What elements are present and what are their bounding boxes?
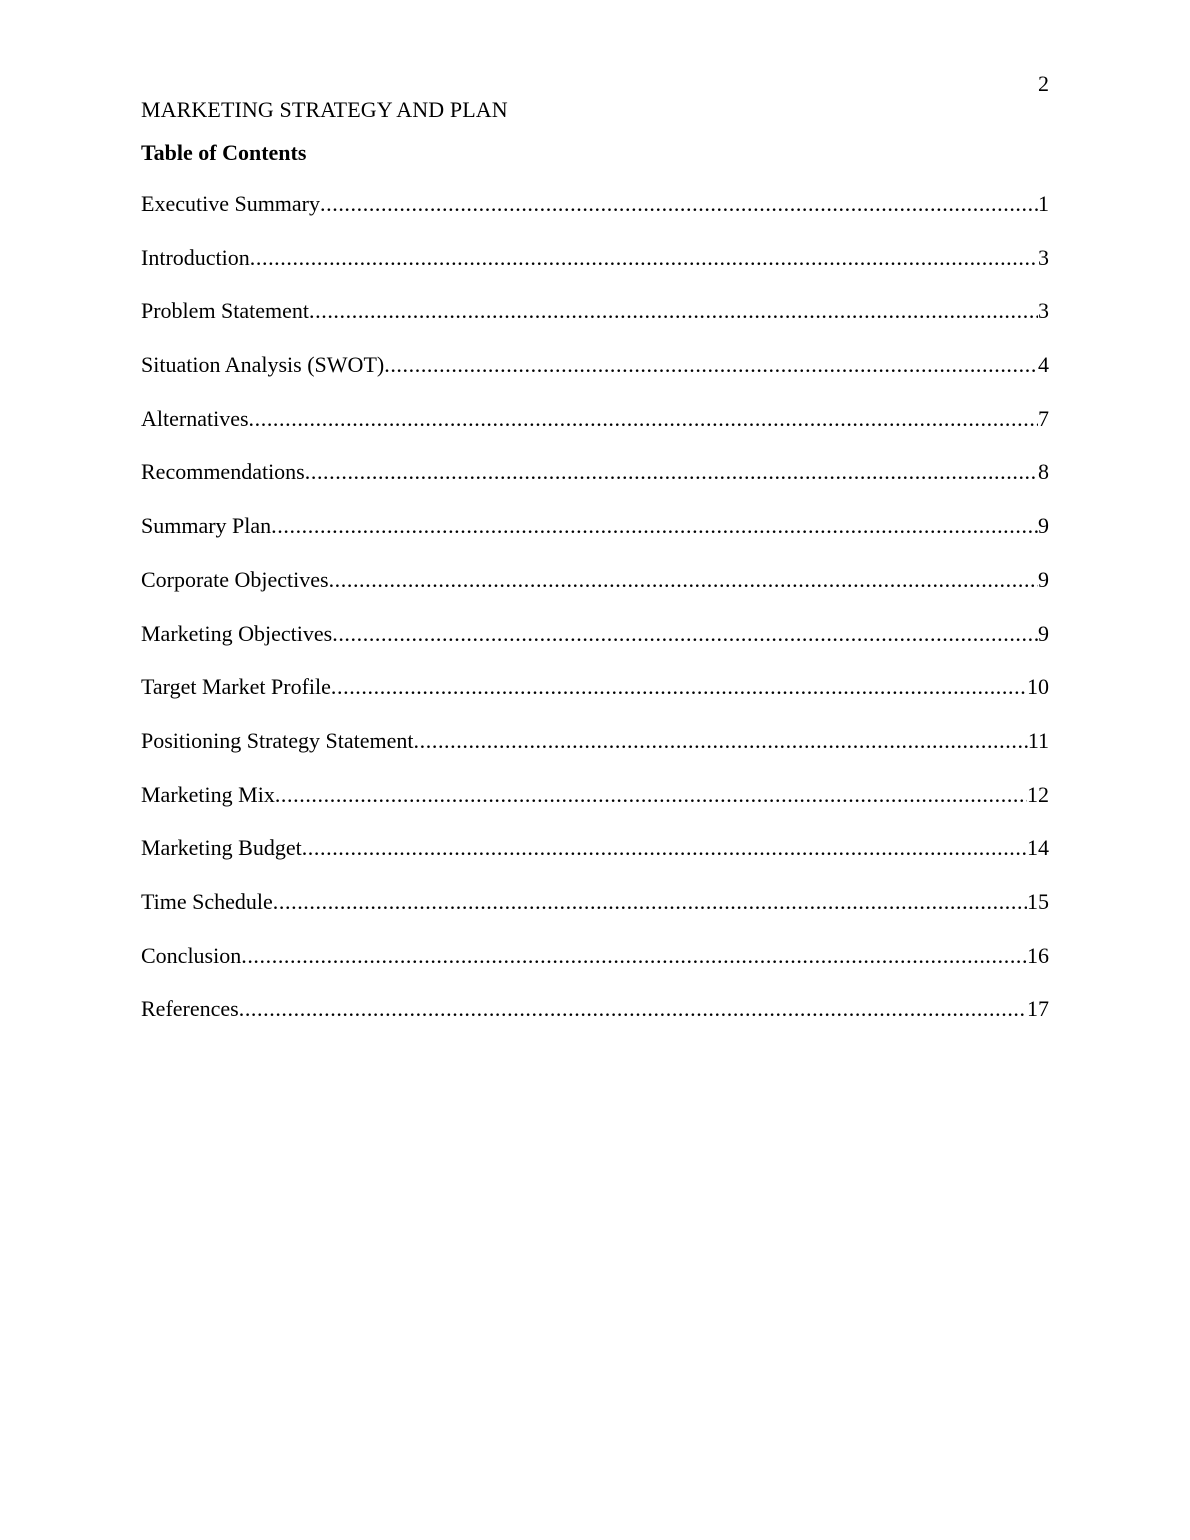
toc-heading: Table of Contents xyxy=(141,140,307,165)
toc-dot-leader xyxy=(241,942,1027,970)
toc-entry-page: 15 xyxy=(1027,888,1049,914)
running-head: MARKETING STRATEGY AND PLAN xyxy=(141,97,508,122)
toc-entry-title: Situation Analysis (SWOT) xyxy=(141,352,385,378)
toc-dot-leader xyxy=(273,888,1027,916)
toc-entry-page: 3 xyxy=(1038,244,1049,270)
toc-entry-title: Time Schedule xyxy=(141,888,273,914)
toc-dot-leader xyxy=(275,781,1027,809)
toc-dot-leader xyxy=(414,727,1028,755)
toc-dot-leader xyxy=(271,512,1038,540)
toc-dot-leader xyxy=(329,566,1038,594)
toc-entry-title: Marketing Budget xyxy=(141,835,302,861)
toc-entry-page: 14 xyxy=(1027,835,1049,861)
toc-entry-page: 10 xyxy=(1027,674,1049,700)
toc-entry-title: Summary Plan xyxy=(141,513,272,539)
toc-entry-introduction[interactable] xyxy=(141,244,1049,298)
toc-entry-executive-summary[interactable] xyxy=(141,190,1049,244)
toc-entry-title: Recommendations xyxy=(141,459,305,485)
toc-entry-marketing-budget[interactable] xyxy=(141,834,1049,888)
toc-dot-leader xyxy=(249,405,1038,433)
toc-entry-title: Corporate Objectives xyxy=(141,566,329,592)
toc-entry-situation-analysis[interactable] xyxy=(141,351,1049,405)
toc-entry-page: 7 xyxy=(1038,405,1049,431)
toc-entry-summary-plan[interactable] xyxy=(141,512,1049,566)
toc-entry-conclusion[interactable] xyxy=(141,942,1049,996)
toc-dot-leader xyxy=(320,190,1038,218)
toc-entry-target-market-profile[interactable] xyxy=(141,673,1049,727)
toc-entry-page: 12 xyxy=(1027,781,1049,807)
toc-entry-title: Target Market Profile xyxy=(141,674,331,700)
toc-dot-leader xyxy=(250,244,1038,272)
toc-entry-title: References xyxy=(141,996,239,1022)
toc-entry-title: Marketing Objectives xyxy=(141,620,333,646)
toc-entry-marketing-objectives[interactable] xyxy=(141,620,1049,674)
toc-entry-title: Conclusion xyxy=(141,942,242,968)
toc-entry-references[interactable] xyxy=(141,995,1049,1049)
toc-entry-page: 3 xyxy=(1038,298,1049,324)
toc-entry-page: 17 xyxy=(1027,996,1049,1022)
toc-entry-recommendations[interactable] xyxy=(141,458,1049,512)
toc-entry-page: 11 xyxy=(1027,727,1049,753)
page-number: 2 xyxy=(1038,71,1049,96)
toc-entry-problem-statement[interactable] xyxy=(141,297,1049,351)
toc-dot-leader xyxy=(331,673,1027,701)
toc-entry-page: 9 xyxy=(1038,566,1049,592)
toc-entry-page: 9 xyxy=(1038,620,1049,646)
toc-entry-title: Introduction xyxy=(141,244,250,270)
toc-entry-title: Positioning Strategy Statement xyxy=(141,727,414,753)
toc-entry-corporate-objectives[interactable] xyxy=(141,566,1049,620)
toc-dot-leader xyxy=(309,297,1038,325)
toc-dot-leader xyxy=(332,620,1038,648)
table-of-contents xyxy=(141,190,1049,1049)
toc-entry-page: 16 xyxy=(1027,942,1049,968)
toc-entry-positioning-strategy-statement[interactable] xyxy=(141,727,1049,781)
toc-entry-title: Executive Summary xyxy=(141,191,321,216)
toc-entry-page: 9 xyxy=(1038,513,1049,539)
toc-entry-title: Problem Statement xyxy=(141,298,310,324)
toc-dot-leader xyxy=(305,458,1038,486)
toc-entry-title: Alternatives xyxy=(141,405,249,431)
toc-entry-page: 8 xyxy=(1038,459,1049,485)
toc-entry-time-schedule[interactable] xyxy=(141,888,1049,942)
toc-dot-leader xyxy=(302,834,1027,862)
toc-entry-page: 4 xyxy=(1038,352,1049,378)
toc-entry-page: 1 xyxy=(1038,191,1049,216)
toc-entry-marketing-mix[interactable] xyxy=(141,781,1049,835)
toc-entry-title: Marketing Mix xyxy=(141,781,275,807)
toc-entry-alternatives[interactable] xyxy=(141,405,1049,459)
toc-dot-leader xyxy=(239,995,1027,1023)
toc-dot-leader xyxy=(384,351,1038,379)
